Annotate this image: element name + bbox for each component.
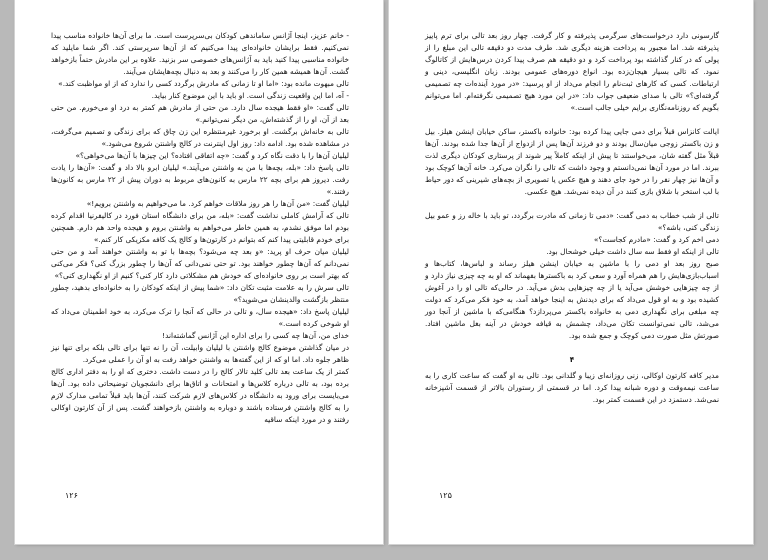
- paragraph: تالی که آرامش کاملی نداشت گفت: «بله، من برای دانشگاه استان فورد در کالیفرنیا اقدام کرده بودم اما موفق نشدم، به همین خاطر می‌خواهم به واشنتن بروم و هیجده واحد هم دارم. همچنین برای خودم قابلیتی پیدا کنم که بتوانم در کارتون‌ها و کالج یک کافه مکزیکی کار کنم.»: [51, 211, 349, 244]
- paragraph: - خانم عزیز، اینجا آژانس ساماندهی کودکان بی‌سرپرست است. ما برای آن‌ها خانواده مناسب پیدا نمی‌کنیم. فقط برایشان خانواده‌ای پیدا می‌کنیم که از آن‌ها سرپرستی کند. اگر شما مایلید که خانواده مناسبی پیدا کنید باید به آژانس‌های خصوصی سر بزنید. علاوه بر این مادرش حتماً بازخواهد گشت. آن‌ها همیشه همین کار را می‌کنند و بعد به دنبال بچه‌هایشان می‌آیند.: [51, 31, 349, 76]
- paragraph: - آه، اما این واقعیت زندگی است. او باید با این موضوع کنار بیاید.: [151, 91, 349, 100]
- paragraph: در میان گذاشتن موضوع کالج واشنتن با لیلیان وابیلت، آن را نه تنها برای تالی بلکه برای تنها نیز ظاهر جلوه داد. اما او که از این گفته‌ها به واشنتن خواهد رفت به او آن را عملی می‌کرد.: [51, 343, 349, 364]
- paragraph: گارسونی دارد درخواست‌های سرگرمی پذیرفته و کار گرفت. چهار روز بعد تالی برای ترم پاییز پذیرفته شد. اما مجبور به پرداخت هزینه دیگری شد. طرف مدت دو دقیقه تالی این مبلغ را از پولی که در کنار گذاشته بود پرداخت کرد و دو دقیقه هم صرف پیدا کردن درس‌هایش از کاتالوگ نمود. که تالی بسیار هیجان‌زده بود. انواع دوره‌های عمومی بودند. زبان انگلیسی، دینی و ارتباطات. کسی که کارهای ثبت‌نام را انجام می‌داد از او پرسید: «در مورد آینده‌ات چه تصمیمی گرفته‌ای؟» تالی با صدای ضعیفی جواب داد: «در این مورد هیچ تصمیمی نگرفته‌ام. اما می‌توانم بگویم که روزنامه‌نگاری برایم خیلی جالب است.»: [425, 31, 719, 112]
- paragraph: مدیر کافه کارتون اوکالی، زنی روزانه‌ای زیبا و گلدانی بود. تالی به او گفت که ساعت کاری را به ساعت نیمه‌وقت و دوره شبانه پیدا کرد. اما در قسمتی از رستوران بالاتر از قسمت آشپزخانه نمی‌شد. دستمزد در این قسمت کمتر بود.: [425, 371, 719, 404]
- paragraph: تالی گفت: «او فقط هیجده سال دارد. من حتی از مادرش هم کمتر به درد او می‌خورم. من حتی بعد از آن، او را از گذشته‌اش، من دیگر نمی‌توانم.»: [51, 103, 349, 124]
- paragraph: لیلیان میان حرف او پرید: «و بعد چه می‌شود؟ بچه‌ها با تو به واشنتن خواهند آمد و من حتی نمی‌دانم که آن‌ها چطور خواهند بود. تو حتی نمی‌دانی که آن‌ها را چطور بزرگ کنی؟ فکر می‌کنی که بهتر است بر روی خانواده‌ای که خودش هم مشکلاتی دارد کار کنی؟ کنیم از او نگهداری کنی؟»: [51, 247, 349, 280]
- page-number: ۱۲۵: [439, 491, 452, 500]
- left-page: [15, 0, 383, 544]
- paragraph: تالی از اینکه او فقط سه سال داشت خیلی خوشحال بود.: [546, 247, 719, 256]
- page-number: ۱۲۶: [65, 491, 78, 500]
- paragraph: تالی از شب خطاب به دمی گفت: «دمی تا زمانی که مادرت برگردد، تو باید با خاله رز و عمو بیل زندگی کنی، باشه؟»: [425, 211, 719, 232]
- paragraph: تالی پاسخ داد: «بله، بچه‌ها با من به واشنتن می‌آیند.» لیلیان ابرو بالا داد و گفت: «آن‌ها را یادت رفت. دیروز هم برای بچه ۲۲ مارس به کانون‌های مربوط به دوران پیش از ۲۲ مارس به کانون‌ها رفتند.»: [51, 163, 350, 196]
- paragraph: لیلیان پاسخ داد: «هیجده سال، و تالی در حالی که آنجا را ترک می‌کرد، به خود اطمینان می‌داد که او شوخی کرده است.»: [51, 307, 349, 328]
- paragraph: ایالت کانزاس قبلاً برای دمی جایی پیدا کرده بود: خانواده باکستر، ساکن خیابان اینشن هیلز. بیل و زن باکستر زوجی میان‌سال بودند و دو فرزند آن‌ها پس از ازدواج از آن‌ها جدا شده بودند. آن‌ها قبلاً مثل گفته شان، می‌خواستند تا پیش از اینکه کاملاً پیر شوند از پرستاری کودکان دیگری لذت ببرند. اما در مورد آن‌ها نمی‌دانستم و وجود داشت که تالی را نگران می‌کرد. خانه آن‌ها کوچک بود و آن‌ها نیز چهار نفر را در خود جای دهند و هیچ عکس یا تصویری از بچه‌های شیرینی که دور حیاط با لب استخر با شلاق بازی کنند در آن دیده نمی‌شد. هیچ عکسی.: [425, 127, 719, 196]
- right-page: [389, 0, 753, 544]
- paragraph: دمی اخم کرد و گفت: «مادرم کجاست؟»: [593, 235, 719, 244]
- paragraph: لیلیان گفت: «من آن‌ها را هر روز ملاقات خواهم کرد. ما می‌خواهیم به واشنتن برویم!»: [86, 199, 349, 208]
- paragraph: لیلیان آن‌ها را با دقت نگاه کرد و گفت: «چه اتفاقی افتاده؟ این چیزها با آن‌ها می‌خواهی؟»: [75, 151, 349, 160]
- paragraph: کمتر از یک ساعت بعد تالی کلید تالار کالج را در دست داشت. دختری که او را به دفتر اداری کالج برده بود، به تالی درباره کلاس‌ها و امتحانات و اتاق‌ها برای دانشجویان توضیحاتی داده بود. آن‌ها می‌بایست برای ورود به دانشگاه در کلاس‌های لازم شرکت کنند، آن‌ها باید قبلاً تمامی مدارک لازم را به کالج واشنتن فرستاده باشند و دوباره به واشنتن بازخواهند گشت. پس از آن کارتون اوکالی رفتند و در مورد اینکه ساقیه: [51, 367, 349, 424]
- section-number: ۴: [569, 355, 575, 364]
- paragraph: صبح روز بعد او دمی را با ماشین به خیابان اینشن هیلز رساند و لباس‌ها، کتاب‌ها و اسباب‌بازی‌هایش را هم همراه آورد و سعی کرد به باکسترها بفهماند که او به چه چیزی نیاز دارد و از چه چیزهایی خوشش می‌آید یا از چه چیزهایی بدش می‌آید. در حالی‌که تالی او را در آغوش کشیده بود و به او قول می‌داد که برای دیدنش به اینجا خواهد آمد، به خود فکر می‌کرد که دولت چه مبلغی برای نگهداری دمی به خانواده باکستر می‌پردازد؟ هنگامی‌که با ماشین از آنجا دور می‌شد، تالی نمی‌توانست تکان می‌داد، چشمش به قیافه خودش در آینه بغل ماشین افتاد. صورتش مثل صورت دمی کوچک و جمع شده بود.: [425, 259, 719, 340]
- paragraph: خدای من، آن‌ها چه کسی را برای اداره این آژانس گماشته‌اند!: [162, 331, 349, 340]
- right-page-text: [425, 30, 719, 406]
- paragraph: تالی مبهوت مانده بود: «اما او تا زمانی که مادرش برگردد کسی را ندارد که از او مواظبت کند.»: [58, 79, 349, 88]
- paragraph: تالی به خانه‌اش برگشت. او برخورد غیرمنتظره این زن چاق که برای زندگی و تصمیم می‌گرفت، در مشاهده شده بود. ادامه داد: روز اول اینترنت در کالج واشنتن شروع می‌شود.»: [51, 127, 349, 148]
- left-page-text: [51, 30, 349, 426]
- paragraph: تالی سرش را به علامت مثبت تکان داد: «شما پیش از اینکه کودکان را به خانواده‌ای بدهید، چطور منتظر بازگشت والدینشان می‌شوید؟»: [51, 283, 349, 304]
